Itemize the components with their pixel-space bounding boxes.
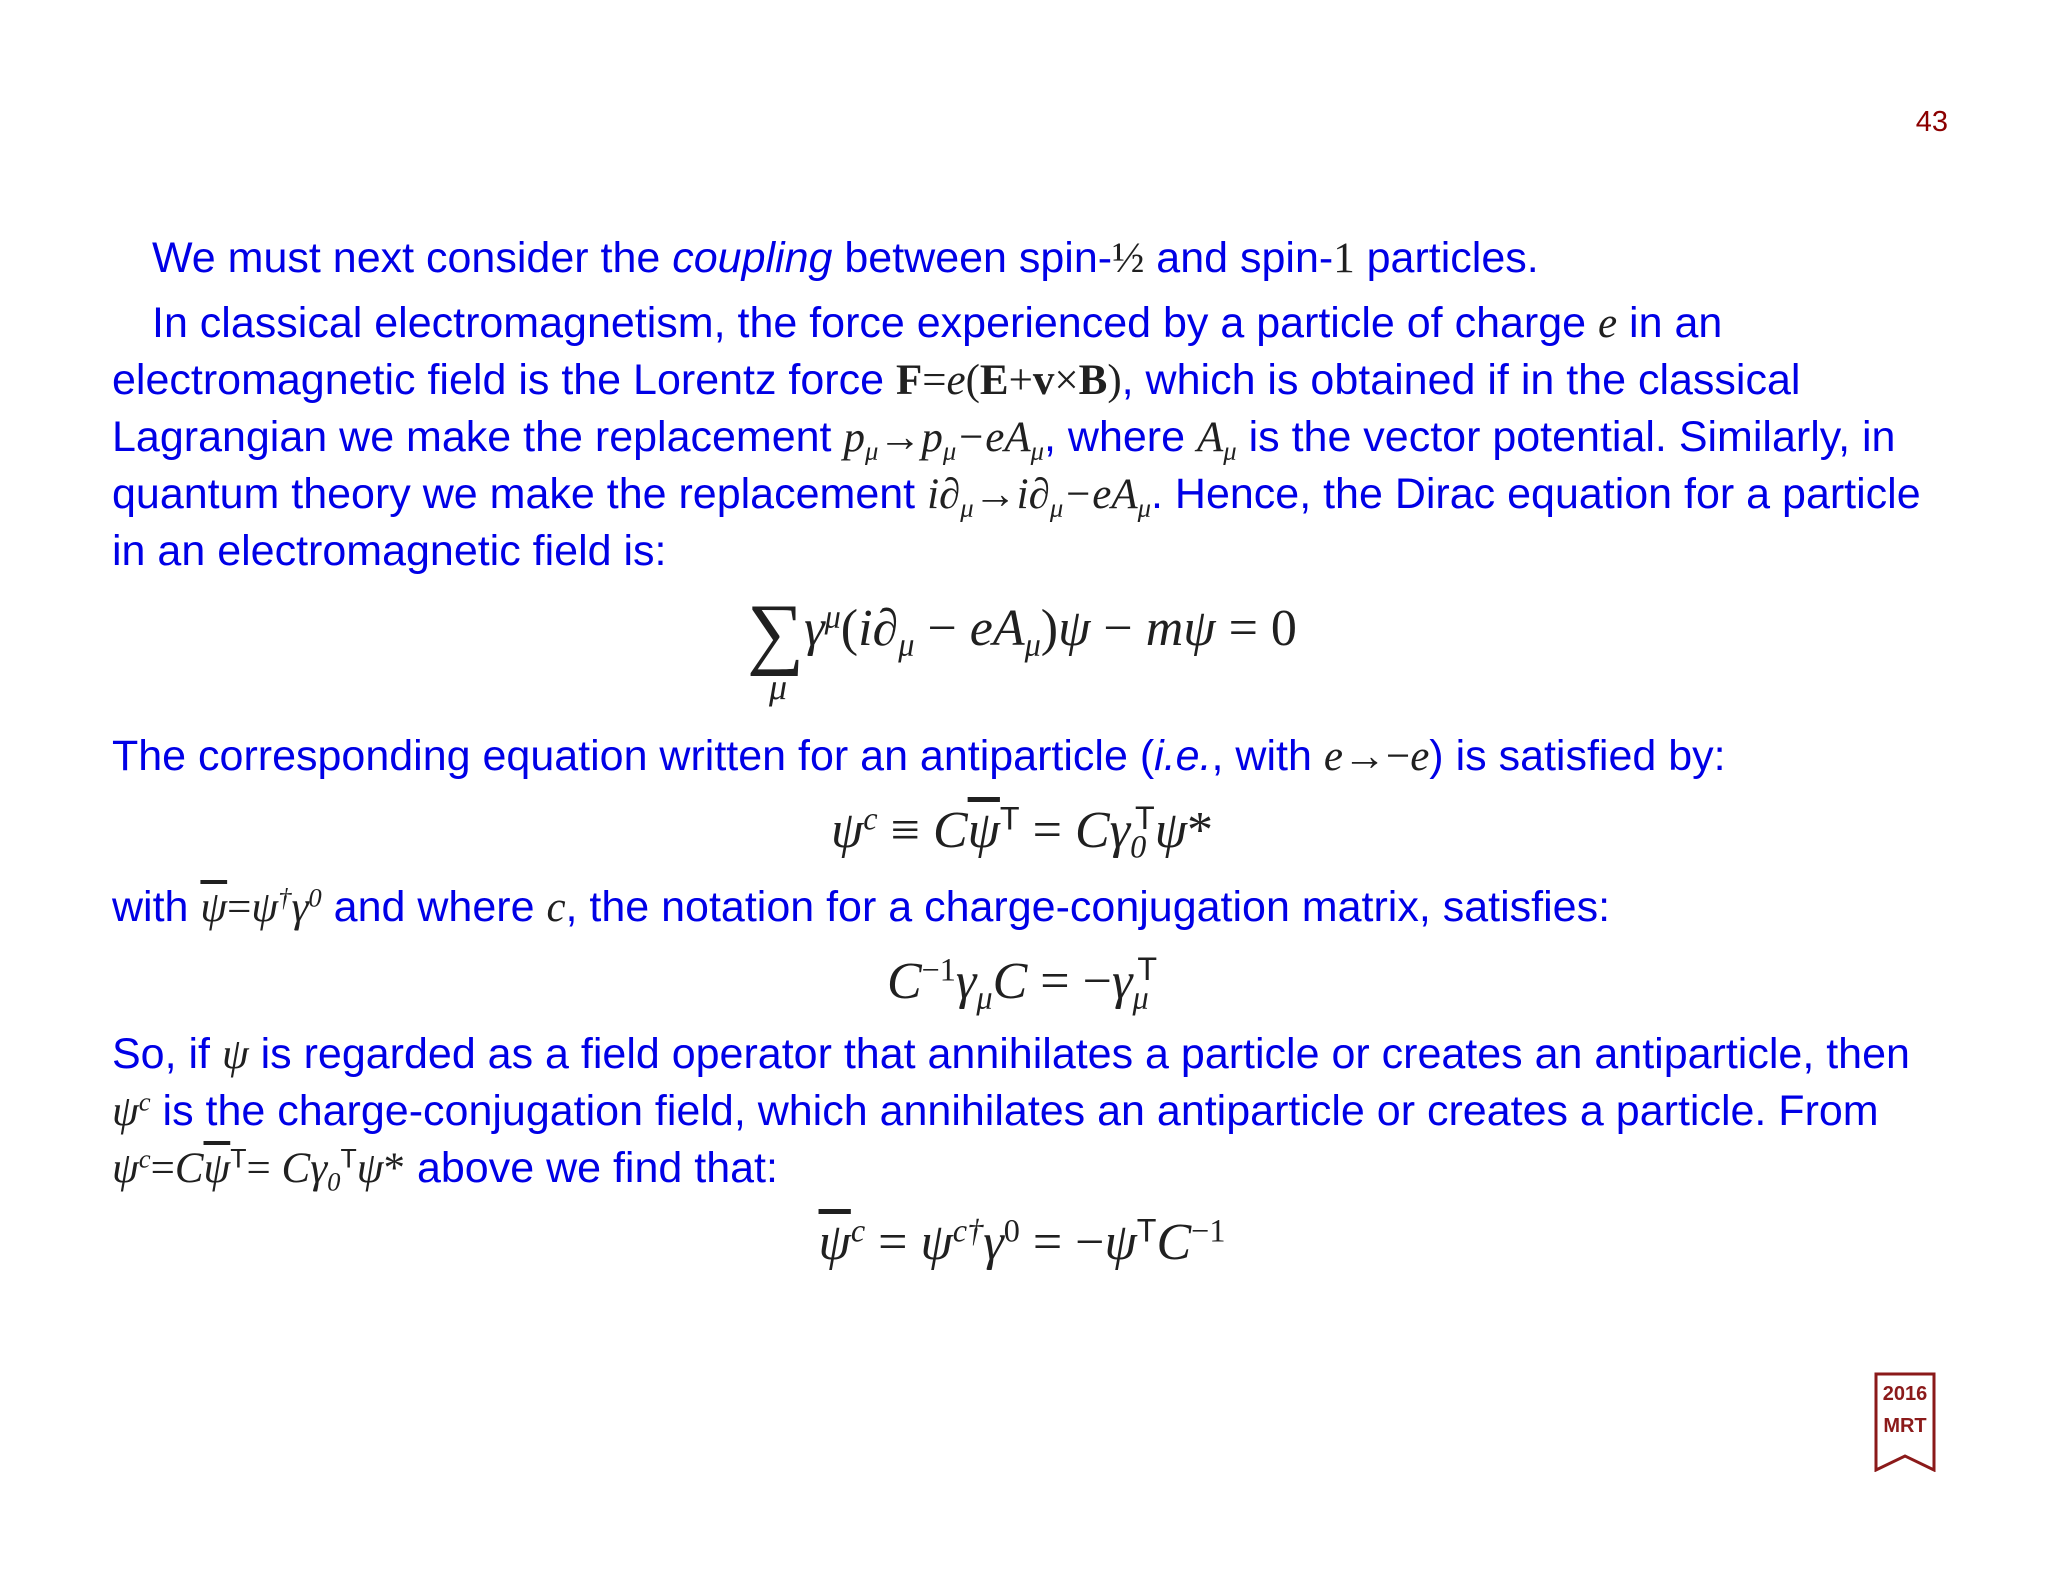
slide-body [112, 230, 1932, 1283]
text-run: In classical electromagnetism, the force experienced by a particle of charge [152, 299, 1599, 347]
paragraph-antiparticle [112, 728, 1932, 785]
psi-symbol: ψ [221, 1031, 249, 1078]
adjoint-conjugate-field-equation: $\overline{\psi}^c = \psi^{c\dagger}\gamma^0 = -\psi^TC^{-1}$ [818, 1212, 1226, 1271]
paragraph-dirac-adjoint [112, 879, 1932, 936]
text-run: and where [321, 883, 547, 931]
psi-c-relation: $\psi^c=C\overline{\psi}^T= C\gamma_0^T\psi*$ [112, 1143, 406, 1197]
text-run: above we find that: [405, 1144, 778, 1192]
vector-potential-symbol: $A_\mu$ [1196, 414, 1237, 466]
lorentz-force-formula: F=e(E+v×B) [895, 357, 1122, 404]
emphasis-coupling: coupling [672, 234, 833, 282]
text-run: So, if [112, 1030, 222, 1078]
text-run: is regarded as a field operator that annihilates a particle or creates an antiparticle, then [248, 1030, 1910, 1078]
emphasis-ie: i.e. [1154, 732, 1212, 780]
paragraph-coupling [112, 230, 1932, 287]
text-run: The corresponding equation written for an antiparticle ( [112, 732, 1155, 780]
text-run: , with [1211, 732, 1324, 780]
mrt-2016-bookmark-logo [1874, 1372, 1936, 1472]
text-run: is the charge-conjugation field, which annihilates an antiparticle or creates a particle. From [150, 1087, 1879, 1135]
psi-c-symbol: $\psi^c$ [112, 1086, 151, 1135]
text-run: in an electromagnetic field is the Lorentz force [112, 299, 1723, 404]
text-run: , which is obtained if in the classical Lagrangian we make the replacement [112, 356, 1801, 461]
svg-text:MRT: MRT [1883, 1415, 1927, 1437]
dirac-adjoint-definition: $\overline{\psi}=\psi^\dagger\gamma^0$ [200, 882, 322, 931]
text-run: and spin- [1144, 234, 1334, 282]
minimal-substitution-classical: $p_\mu\to p_\mu-eA_\mu$ [843, 414, 1044, 466]
paragraph-field-operator [112, 1026, 1932, 1197]
text-run: We must next consider the [152, 234, 673, 282]
text-run: , where [1044, 413, 1197, 461]
minimal-substitution-quantum: $i\partial_\mu\to i\partial_\mu-eA_\mu$ [927, 471, 1152, 523]
charge-conjugate-field-equation: $\psi^c \equiv C\overline{\psi}^T = C\gamma_0^T\psi*$ [831, 800, 1213, 865]
text-run: particles. [1354, 234, 1539, 282]
charge-symbol: e [1598, 300, 1618, 347]
text-run: . Hence, the Dirac equation for a particle in an electromagnetic field is: [112, 470, 1921, 575]
paragraph-lorentz [112, 295, 1932, 580]
matrix-symbol: c [546, 884, 566, 931]
text-run: ) is satisfied by: [1429, 732, 1726, 780]
text-run: is the vector potential. Similarly, in quantum theory we make the replacement [112, 413, 1896, 518]
charge-flip: e→−e [1323, 733, 1430, 780]
page-number: 43 [1915, 106, 1948, 138]
text-run: with [112, 883, 201, 931]
text-run: between spin- [832, 234, 1113, 282]
spin-one: 1 [1333, 235, 1355, 282]
text-run: , the notation for a charge-conjugation matrix, satisfies: [565, 883, 1611, 931]
dirac-equation-em: ∑ μ $\gamma^\mu(i\partial_\mu - eA_\mu)\psi - m\psi = 0$ [747, 589, 1297, 707]
svg-text:2016: 2016 [1882, 1383, 1928, 1405]
charge-conjugation-matrix-relation: $C^{-1}\gamma_\mu C = -\gamma_\mu^T$ [886, 951, 1158, 1016]
one-half: ½ [1112, 235, 1145, 282]
